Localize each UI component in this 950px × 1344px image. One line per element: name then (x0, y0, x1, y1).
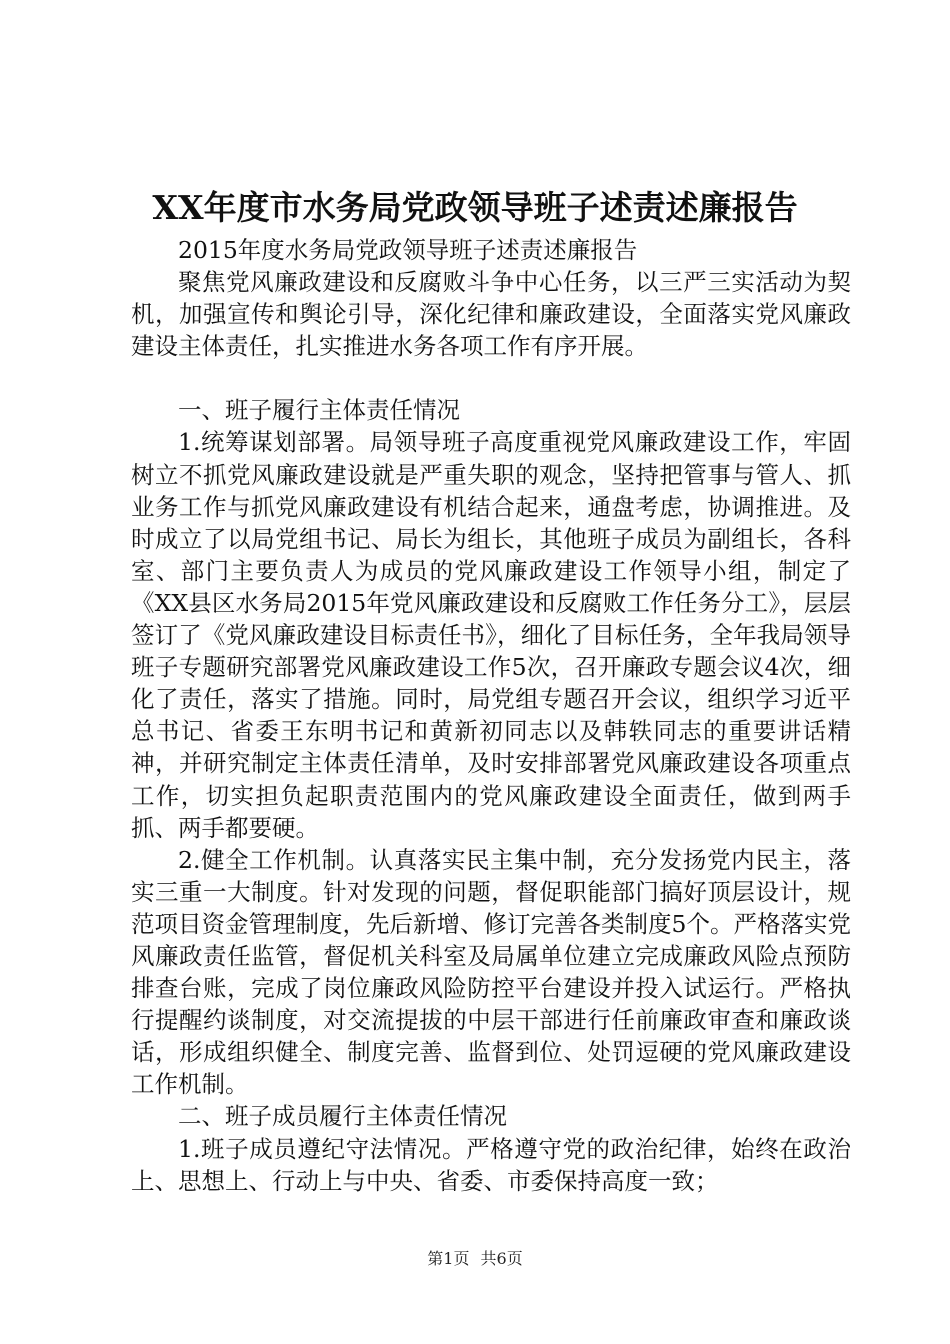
body-paragraph: 1.班子成员遵纪守法情况。严格遵守党的政治纪律，始终在政治上、思想上、行动上与中央、省委、市委保持高度一致； (131, 1134, 851, 1195)
page-footer (0, 1246, 950, 1269)
section-heading-2: 二、班子成员履行主体责任情况 (178, 1102, 507, 1131)
subtitle-paragraph: 2015年度水务局党政领导班子述责述廉报告 (178, 236, 638, 264)
intro-paragraph: 聚焦党风廉政建设和反腐败斗争中心任务，以三严三实活动为契机，加强宣传和舆论引导，深化纪律和廉政建设，全面落实党风廉政建设主体责任，扎实推进水务各项工作有序开展。 (131, 268, 851, 361)
page-number: 第1页 (427, 1249, 470, 1268)
document-title: XX年度市水务局党政领导班子述责述廉报告 (152, 188, 798, 227)
body-paragraph: 2.健全工作机制。认真落实民主集中制，充分发扬党内民主，落实三重一大制度。针对发现的问题，督促职能部门搞好顶层设计，规范项目资金管理制度，先后新增、修订完善各类制度5个。严格落实党风廉政责任监管，督促机关科室及局属单位建立完成廉政风险点预防排查台账，完成了岗位廉政风险防控平台建设并投入试运行。严格执行提醒约谈制度，对交流提拔的中层干部进行任前廉政审查和廉政谈话，形成组织健全、制度完善、监督到位、处罚逗硬的党风廉政建设工作机制。 (131, 845, 851, 1099)
page-total: 共6页 (480, 1249, 523, 1268)
body-paragraph: 1.统筹谋划部署。局领导班子高度重视党风廉政建设工作，牢固树立不抓党风廉政建设就是严重失职的观念，坚持把管事与管人、抓业务工作与抓党风廉政建设有机结合起来，通盘考虑，协调推进。及时成立了以局党组书记、局长为组长，其他班子成员为副组长，各科室、部门主要负责人为成员的党风廉政建设工作领导小组，制定了《XX县区水务局2015年党风廉政建设和反腐败工作任务分工》，层层签订了《党风廉政建设目标责任书》，细化了目标任务，全年我局领导班子专题研究部署党风廉政建设工作5次，召开廉政专题会议4次，细化了责任，落实了措施。同时，局党组专题召开会议，组织学习近平总书记、省委王东明书记和黄新初同志以及韩轶同志的重要讲话精神，并研究制定主体责任清单，及时安排部署党风廉政建设各项重点工作，切实担负起职责范围内的党风廉政建设全面责任，做到两手抓、两手都要硬。 (131, 428, 851, 842)
section-heading-1: 一、班子履行主体责任情况 (178, 396, 460, 425)
document-body (131, 234, 851, 1197)
